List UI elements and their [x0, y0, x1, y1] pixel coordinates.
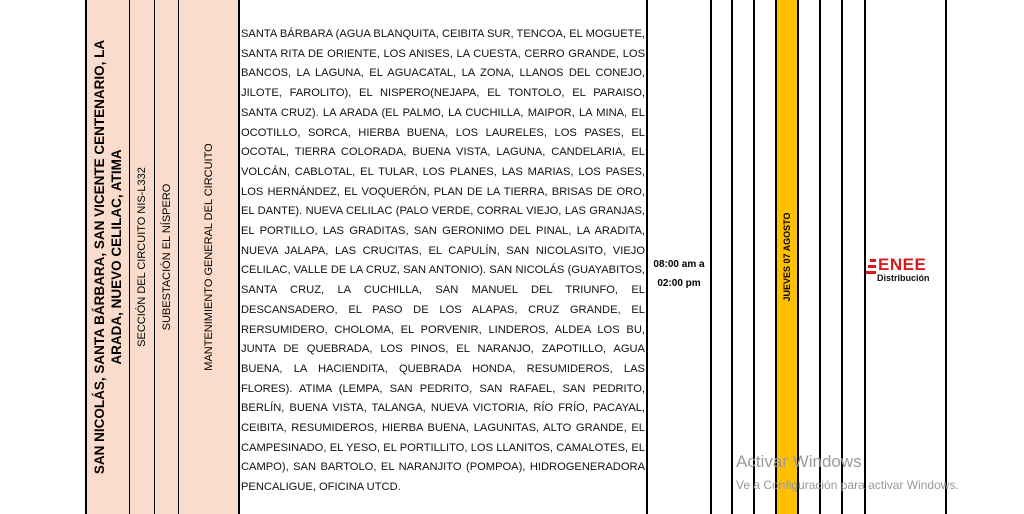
time-end: 02:00 pm: [657, 278, 701, 289]
grid-line: [753, 0, 755, 514]
schedule-time: [648, 255, 710, 293]
logo-name: ENEE: [878, 255, 927, 274]
grid-line: [646, 0, 648, 514]
section-cell: [130, 0, 154, 514]
grid-line: [731, 0, 733, 514]
zone-text: SAN NICOLÁS, SANTA BÁRBARA, SAN VICENTE CENTENARIO, LA ARADA, NUEVO CELILAC, ATIMA: [92, 39, 124, 475]
work-text: MANTENIMIENTO GENERAL DEL CIRCUITO: [202, 143, 215, 371]
affected-areas-description: SANTA BÁRBARA (AGUA BLANQUITA, CEIBITA SUR, TENCOA, EL MOGUETE, SANTA RITA DE ORIENTE, LOS ANISES, LA CUESTA, CERRO GRANDE, LOS BANCOS, LA LAGUNA, EL AGUACATAL, LA ZONA, LLANOS DEL CONEJO, JILOTE, FAROLITO), EL NISPERO(NEJAPA, EL TONTOLO, EL PARAISO, SANTA CRUZ). LA ARADA (EL PALMO, LA CUCHILLA, MAIPOR, LA MINA, EL OCOTILLO, SORCA, HIERBA BUENA, LOS LAURELES, LOS PASES, EL OCOTAL, TIERRA COLORADA, BUENA VISTA, LAGUNA, CANDELARIA, EL VOLCÁN, CABLOTAL, EL TULAR, LOS PLANES, LAS MARIAS, LOS PASES, LOS HERNÁNDEZ, EL VOQUERÓN, PLAN DE LA TIERRA, BRISAS DE ORO, EL DANTE). NUEVA CELILAC (PALO VERDE, CORRAL VIEJO, LAS GRANJAS, EL PORTILLO, LAS GRADITAS, SAN GERONIMO DEL PINAL, LA ARADITA, NUEVA JALAPA, LAS CRUCITAS, EL CAPULÍN, SAN NICOLASITO, VIEJO CELILAC, VALLE DE LA CRUZ, SAN ANTONIO). SAN NICOLÁS (GUAYABITOS, SANTA CRUZ, LA CUCHILLA, SAN MANUEL DEL TRIUNFO, EL DESCANSADERO, EL PASO DE LOS ALAPAS, CRUZ GRANDE, EL RERSUMIDERO, CHOLOMA, EL PORVENIR, LINDEROS, ALDEA LOS BU, JUNTA DE QUEBRADA, LOS PINOS, EL NARANJO, ZAPOTILLO, AGUA BUENA, LA HACIENDITA, QUEBRADA HONDA, RESUMIDEROS, LAS FLORES). ATIMA (LEMPA, SAN PEDRITO, SAN RAFAEL, SAN PEDRITO, BERLÍN, BUENA VISTA, TALANGA, NUEVA VICTORIA, RÍO FRÍO, PACAYAL, CEIBITA, RESUMIDEROS, HIERBA BUENA, LAGUNITAS, ALTO GRANDE, EL CAMPESINADO, EL YESO, EL PORTILLITO, LOS LLANITOS, CAMALOTES, EL CAMPO), SAN BARTOLO, EL NARANJITO (POMPOA), HIDROGENERADORA PENCALIGUE, OFICINA UTCD.: [241, 28, 645, 494]
logo-bars-icon: [866, 259, 876, 281]
work-cell: [179, 0, 238, 514]
section-text: SECCIÓN DEL CIRCUITO NIS-L332: [136, 167, 148, 347]
grid-line: [841, 0, 843, 514]
grid-line: [85, 0, 87, 514]
grid-line: [154, 0, 155, 514]
date-cell: [777, 0, 797, 514]
enee-logo: [866, 256, 946, 286]
grid-line: [775, 0, 777, 514]
date-text: JUEVES 07 AGOSTO: [782, 212, 792, 302]
substation-cell: [155, 0, 178, 514]
substation-text: SUBESTACIÓN EL NÍSPERO: [160, 183, 173, 331]
logo-subtitle: Distribución: [877, 273, 930, 283]
grid-line: [710, 0, 712, 514]
activation-watermark: [736, 452, 959, 493]
grid-line: [797, 0, 799, 514]
grid-line: [129, 0, 130, 514]
watermark-title: Activar Windows: [736, 452, 862, 471]
watermark-subtitle: Ve a Configuración para activar Windows.: [736, 478, 959, 492]
grid-line: [178, 0, 179, 514]
zone-cell: [87, 0, 129, 514]
time-start: 08:00 am a: [653, 259, 705, 270]
grid-line: [238, 0, 240, 514]
grid-line: [819, 0, 821, 514]
